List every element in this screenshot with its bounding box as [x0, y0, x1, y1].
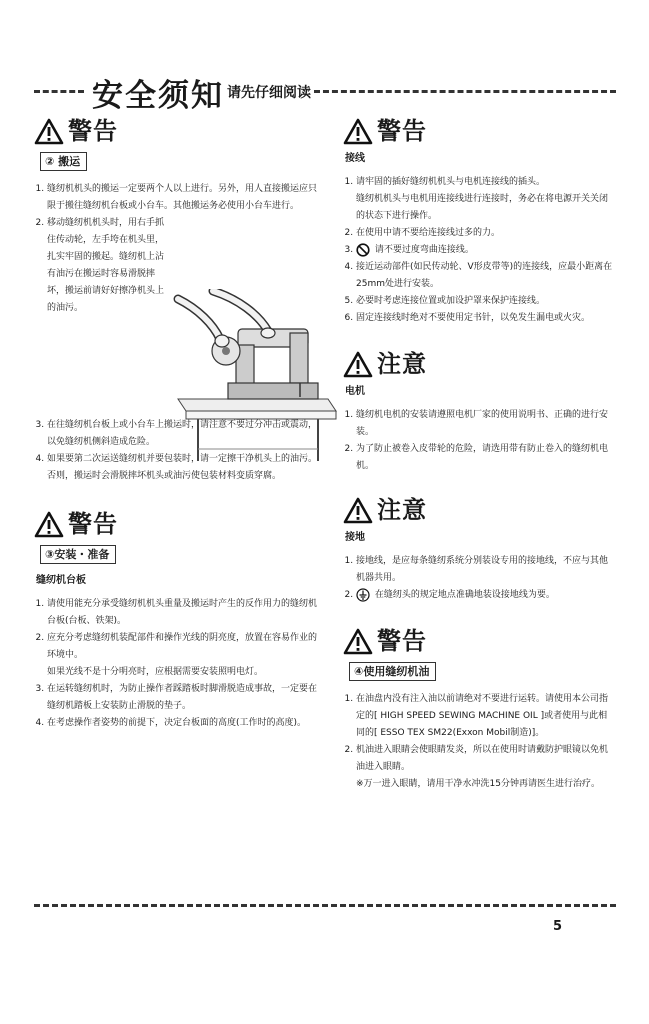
- warning-triangle-icon: [343, 118, 373, 145]
- list-item-text: 机油进入眼睛会使眼睛发炎，所以在使用时请戴防护眼镜以免机油进入眼睛。: [356, 745, 609, 772]
- page-header: [34, 68, 616, 114]
- warning-label: 警告: [377, 116, 427, 145]
- list-item: [356, 174, 615, 225]
- warning-heading: [343, 626, 615, 656]
- list-item-note: 如果光线不是十分明亮时，应根据需要安装照明电灯。: [47, 667, 264, 677]
- list-item: [356, 242, 615, 259]
- list-item: 4. 如果要第二次运送缝纫机并要包装时，请一定擦干净机头上的油污。否则，搬运时会滑脱摔坏机头或油污使包装材料变质穿腐。: [47, 451, 319, 485]
- list-item: 3. 在往缝纫机台板上或小台车上搬运时，请注意不要过分冲击或震动，以免缝纫机侧斜造成危险。: [47, 417, 319, 451]
- caution-triangle-icon: [343, 497, 373, 524]
- footer-dash: [34, 904, 616, 907]
- warning-triangle-icon: [34, 118, 64, 145]
- list-item: 1. 缝纫机机头的搬运一定要两个人以上进行。另外，用人直接搬运应只限于搬往缝纫机台板或小台车。其他搬运务必使用小台车进行。: [47, 181, 319, 215]
- list-item: 1. 接地线，是应每条缝纫系统分别装设专用的接地线，不应与其他机器共用。: [356, 553, 615, 587]
- header-dash-right: [314, 90, 616, 93]
- list-item: 1. 缝纫机电机的安装请遵照电机厂家的使用说明书、正确的进行安装。: [356, 407, 615, 441]
- list-item-note: 缝纫机机头与电机用连接线进行连接时，务必在将电源开关关闭的状态下进行操作。: [356, 194, 609, 221]
- list-item: [47, 630, 319, 681]
- install-list: [34, 596, 319, 732]
- warning-label: 警告: [68, 116, 118, 145]
- list-item: 1. 在油盘内没有注入油以前请绝对不要进行运转。请使用本公司指定的[ HIGH SPEED SEWING MACHINE OIL ]或者使用与此相同的[ ESSO TEX SM22(Exxon Mobil制造)]。: [356, 691, 615, 742]
- warning-heading: [34, 509, 319, 539]
- page-title: 安全须知: [92, 78, 224, 114]
- list-item: 4. 接近运动部件(如民传动轮、V形皮带等)的连接线，应最小距离在25mm处进行安装。: [356, 259, 615, 293]
- list-item-text: 应充分考虑缝纫机装配部件和操作光线的阴亮度，放置在容易作业的环境中。: [47, 633, 318, 660]
- caution-triangle-icon: [343, 351, 373, 378]
- list-item-text: 请不要过度弯曲连接线。: [374, 245, 474, 255]
- caution-heading: [343, 349, 615, 379]
- list-item-text: 请牢固的插好缝纫机机头与电机连接线的插头。: [356, 177, 546, 187]
- page-number: 5: [553, 919, 563, 934]
- ground-icon: [356, 588, 370, 602]
- list-item: 4. 在考虑操作者姿势的前提下，决定台板面的高度(工作时的高度)。: [47, 715, 319, 732]
- list-item: 2. 为了防止被卷入皮带轮的危险，请选用带有防止卷入的缝纫机电机。: [356, 441, 615, 475]
- topic-motor: 电机: [345, 386, 365, 397]
- warning-heading: [34, 116, 319, 146]
- warning-label: 警告: [68, 509, 118, 538]
- caution-label: 注意: [377, 495, 427, 524]
- caution-label: 注意: [377, 349, 427, 378]
- left-column: [34, 116, 319, 732]
- caution-heading: [343, 495, 615, 525]
- list-item: 1. 请使用能充分承受缝纫机机头重量及搬运时产生的反作用力的缝纫机台板(台板、铁架)。: [47, 596, 319, 630]
- section-install-label: ③安装・准备: [40, 545, 116, 564]
- list-item: 2. 移动缝纫机机头时，用右手抓住传动轮，左手垮在机头里，扎实牢固的搬起。缝纫机上沾有油污在搬运时容易滑脱摔坏，搬运前请好好擦净机头上的油污。: [47, 215, 319, 317]
- wiring-list: [343, 174, 615, 327]
- grounding-list: [343, 553, 615, 604]
- list-item: [356, 587, 615, 604]
- list-item: 6. 固定连接线时绝对不要使用定书针，以免发生漏电或火灾。: [356, 310, 615, 327]
- list-item: [356, 742, 615, 793]
- oil-list: [343, 691, 615, 793]
- warning-heading: [343, 116, 615, 146]
- warning-triangle-icon: [34, 511, 64, 538]
- warning-triangle-icon: [343, 628, 373, 655]
- list-item: 3. 在运转缝纫机时，为防止操作者踩踏板时脚滑脱造成事故，一定要在缝纫机踏板上安装防止滑脱的垫子。: [47, 681, 319, 715]
- right-column: [343, 116, 615, 793]
- list-item: 2. 在使用中请不要给连接线过多的力。: [356, 225, 615, 242]
- topic-wiring: 接线: [345, 153, 365, 164]
- list-item-text: 在缝纫头的规定地点准确地装设接地线为要。: [374, 590, 555, 600]
- sewing-machine-carry-illustration: [158, 289, 338, 464]
- topic-table: 缝纫机台板: [36, 575, 86, 586]
- warning-label: 警告: [377, 626, 427, 655]
- header-dash-left: [34, 90, 84, 93]
- transport-section: [34, 181, 319, 485]
- list-item: 5. 必要时考虑连接位置或加设护罩来保护连接线。: [356, 293, 615, 310]
- topic-grounding: 接地: [345, 532, 365, 543]
- motor-list: [343, 407, 615, 475]
- no-bend-icon: [356, 243, 370, 257]
- section-oil-label: ④使用缝纫机油: [349, 662, 436, 681]
- section-transport-label: ② 搬运: [40, 152, 87, 171]
- list-item-note: ※万一进入眼睛，请用干净水冲洗15分钟再请医生进行治疗。: [356, 779, 600, 789]
- page-subtitle: 请先仔细阅读: [227, 85, 311, 101]
